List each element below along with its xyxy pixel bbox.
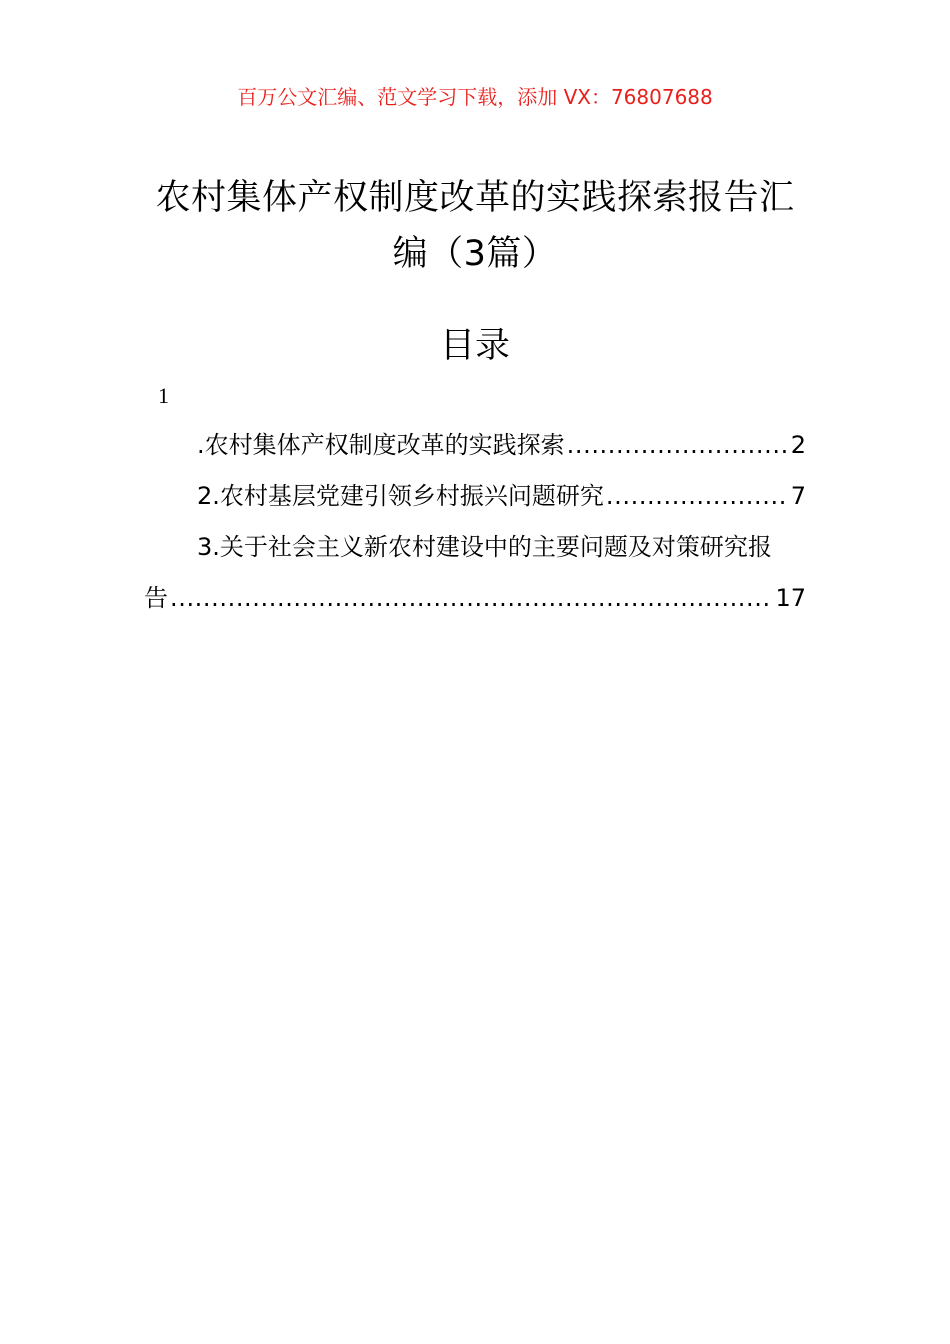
toc-entry-page: 7 [790,482,806,510]
toc-entry-page: 17 [775,584,806,612]
title-line-2: 编（3篇） [392,234,558,274]
toc-entry-label: 2.农村基层党建引领乡村振兴问题研究 [197,482,604,510]
toc-entry-2[interactable] [144,471,806,522]
toc-entry-label: .农村集体产权制度改革的实践探索 [197,431,565,459]
toc-entry-3-line-2[interactable] [144,573,806,624]
toc-leader-dots [606,471,789,522]
toc-entry-label: 3.关于社会主义新农村建设中的主要问题及对策研究报 [197,533,772,561]
stray-number: 1 [158,383,169,408]
toc-leader-dots [170,573,773,624]
toc-entry-3-line-1[interactable] [144,522,806,573]
table-of-contents [144,420,806,624]
toc-entry-label: 告 [144,584,168,612]
toc-heading: 目录 [439,326,510,366]
toc-entry-page: 2 [790,431,806,459]
document-title [140,170,810,282]
header-note: 百万公文汇编、范文学习下载，添加 VX：76807688 [237,85,713,109]
toc-entry-1[interactable] [144,420,806,471]
toc-leader-dots [567,420,789,471]
title-line-1: 农村集体产权制度改革的实践探索报告汇 [155,178,795,218]
